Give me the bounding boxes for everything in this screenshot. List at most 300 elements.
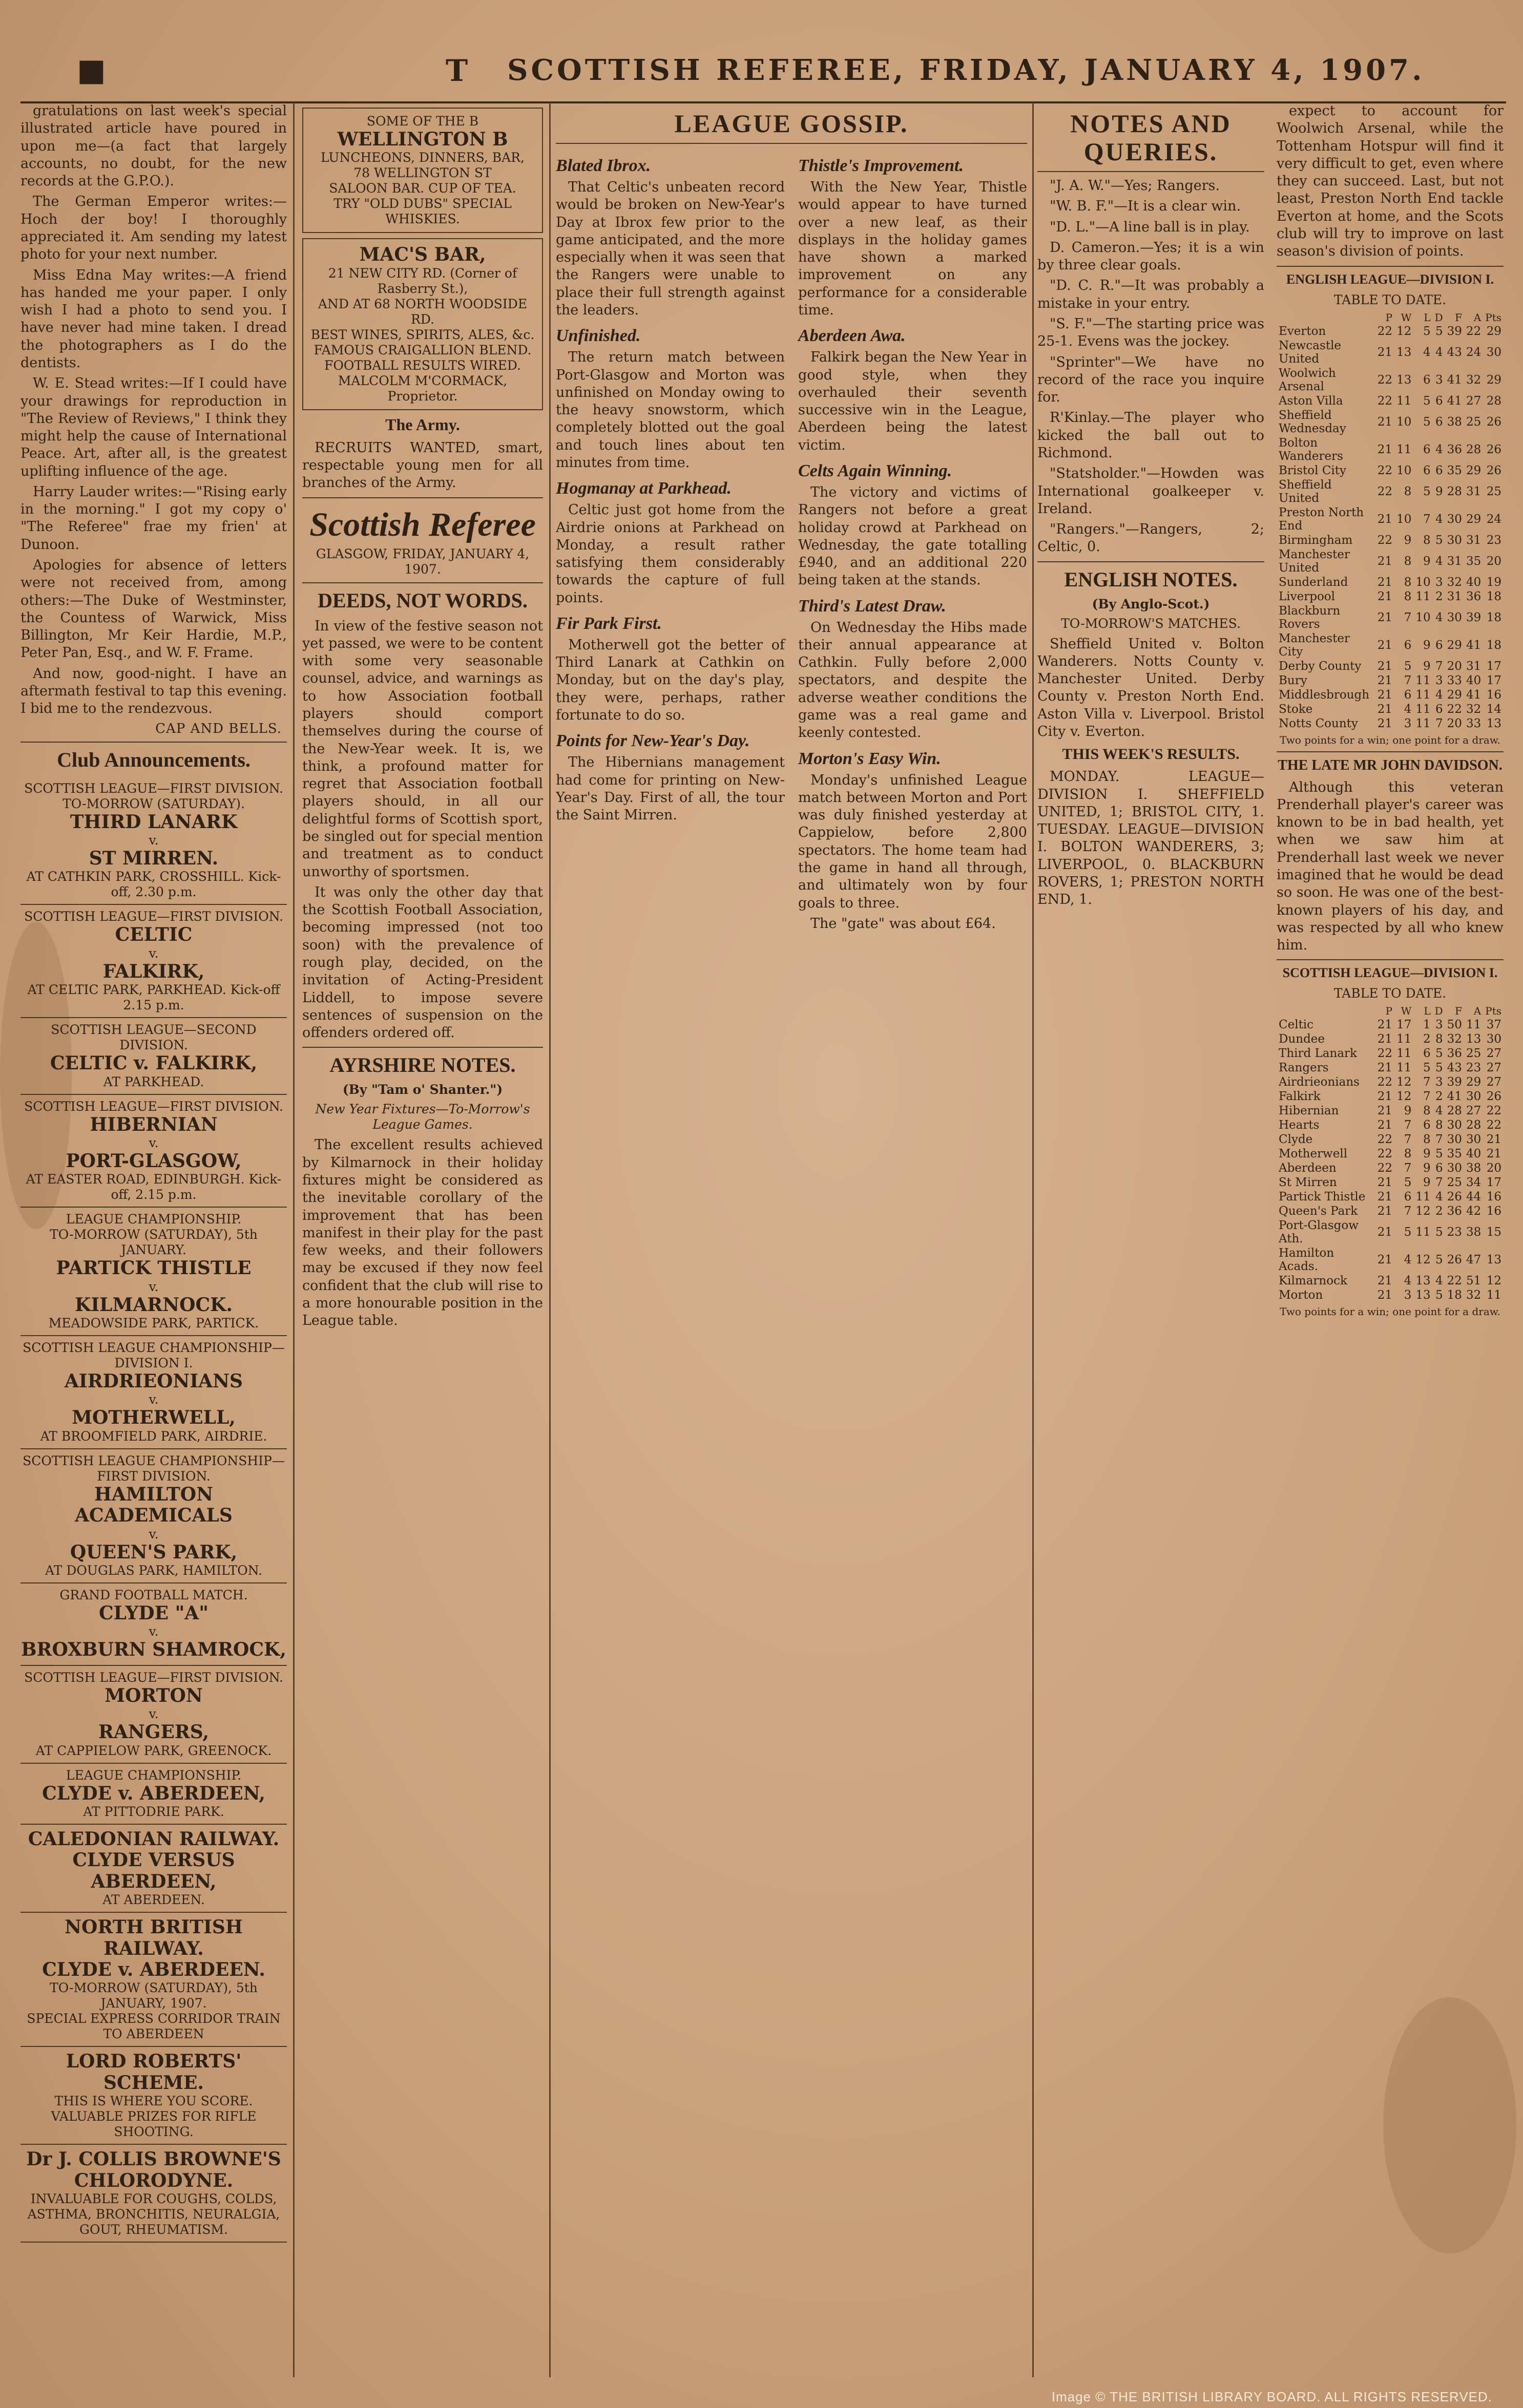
results-paragraph: MONDAY. LEAGUE—DIVISION I. SHEFFIELD UNITED, 1; BRISTOL CITY, 1. TUESDAY. LEAGUE—DIVISION I. BOLTON WANDERERS, 3; LIVERPOOL, 0. BLACKBURN ROVERS, 1; PRESTON NORTH END, 1. [1037, 769, 1264, 908]
table-cell: 1 [1423, 1018, 1431, 1032]
table-cell: 38 [1466, 1226, 1482, 1239]
ann-versus: v. [149, 1526, 159, 1541]
table-cell: 32 [1447, 575, 1462, 589]
table-cell: St Mirren [1279, 1176, 1337, 1190]
table-cell: 22 [1377, 394, 1393, 408]
table-cell: 3 [1435, 673, 1443, 687]
table-cell: 26 [1486, 463, 1501, 477]
table-cell: 22 [1447, 702, 1462, 716]
table-header-cell: A [1473, 1005, 1482, 1018]
table-header-cell: Pts [1485, 311, 1501, 324]
table-cell: 27 [1486, 1047, 1501, 1061]
table-cell: 4 [1435, 512, 1443, 526]
ann-heading: SCOTTISH LEAGUE CHAMPIONSHIP—DIVISION I. [23, 1340, 285, 1371]
ann-team: PORT-GLASGOW, [66, 1150, 242, 1172]
obituary-paragraph: Although this veteran Prenderhall player's career was known to be in bad health, yet when we saw him at Prenderhall last week we never imagined that he would be dead so soon. He was one of the best-known players of his day, and was respected by all who knew him. [1277, 779, 1504, 954]
gossip-paragraph: On Wednesday the Hibs made their annual appearance at Cathkin. Fully before 2,000 spectators, and despite the adverse weather conditions the game was a real game and keenly contested. [798, 619, 1027, 741]
ann-subheading: INVALUABLE FOR COUGHS, COLDS, ASTHMA, BRONCHITIS, NEURALGIA, GOUT, RHEUMATISM. [27, 2191, 280, 2237]
table-row [1277, 716, 1504, 731]
table-cell: 22 [1466, 324, 1482, 338]
table-header-cell: L [1424, 311, 1431, 324]
letter-paragraph: W. E. Stead writes:—If I could have your drawings for reproduction in "The Review of Reviews," I think they might help the cause of International Peace. Art, after all, is the greatest uplifting influence of the age. [20, 375, 287, 479]
table-row [1277, 702, 1504, 716]
table-cell: 12 [1486, 1274, 1501, 1288]
table-cell: 17 [1396, 1018, 1412, 1032]
ann-team: FALKIRK, [102, 960, 205, 982]
announcement-airdrie [20, 1336, 287, 1449]
divider [302, 1047, 543, 1048]
table-cell: 6 [1423, 1047, 1431, 1061]
table-cell: 11 [1396, 1061, 1412, 1075]
table-cell: 4 [1404, 702, 1412, 716]
table-cell: 25 [1486, 484, 1501, 498]
table-cell: 22 [1377, 1075, 1393, 1089]
ann-team: CLYDE v. ABERDEEN, [42, 1782, 265, 1804]
table-cell: 24 [1466, 345, 1482, 359]
ann-versus: v. [149, 1392, 159, 1407]
table-cell: 11 [1415, 1226, 1431, 1239]
table-cell: Stoke [1279, 702, 1313, 716]
table-cell: 11 [1396, 1032, 1412, 1046]
column-2 [302, 102, 543, 2388]
table-cell: 5 [1423, 394, 1431, 408]
table-row [1277, 324, 1504, 339]
announcement-hibernian [20, 1095, 287, 1208]
subheading-blated-ibrox: Blated Ibrox. [556, 156, 651, 175]
table-row [1277, 688, 1504, 702]
table-row [1277, 1061, 1504, 1075]
deeds-paragraph: It was only the other day that the Scottish Football Association, becoming impressed (not too soon) with the prevalence of rough play, decided, on the invitation of Acting-President Liddell, to impose severe sentences of suspension on the offenders ordered off. [302, 884, 543, 1041]
table-cell: Middlesbrough [1279, 688, 1370, 702]
table-cell: 13 [1486, 1253, 1501, 1267]
ann-team: HAMILTON ACADEMICALS [75, 1483, 233, 1527]
dateline: GLASGOW, FRIDAY, JANUARY 4, 1907. [316, 546, 530, 577]
query-answer: "D. C. R."—It was probably a mistake in your entry. [1037, 278, 1264, 311]
league-gossip-body [556, 149, 1027, 936]
table-cell: 6 [1423, 1118, 1431, 1132]
table-cell: 12 [1396, 324, 1412, 338]
table-cell: 11 [1415, 702, 1431, 716]
table-row [1277, 339, 1504, 366]
table-cell: Third Lanark [1279, 1047, 1357, 1061]
ann-heading: SCOTTISH LEAGUE CHAMPIONSHIP—FIRST DIVISION. [23, 1453, 285, 1484]
table-row [1277, 1218, 1504, 1246]
table-cell: 22 [1447, 1274, 1462, 1288]
table-row [1277, 1089, 1504, 1104]
table-cell: 21 [1486, 1133, 1501, 1147]
ann-team: ST MIRREN. [89, 847, 219, 869]
table-cell: 5 [1435, 1047, 1443, 1061]
english-table-note: Two points for a win; one point for a draw. [1280, 733, 1500, 746]
scottish-table-note: Two points for a win; one point for a draw. [1280, 1305, 1500, 1318]
column-4-left [1037, 102, 1264, 1318]
table-cell: 36 [1447, 1205, 1462, 1218]
table-cell: 4 [1435, 1274, 1443, 1288]
club-announcements-title: Club Announcements. [57, 748, 251, 771]
table-row [1277, 604, 1504, 631]
gossip-paragraph: The return match between Port-Glasgow and Morton was unfinished on Monday owing to the heavy snowstorm, which completely blotted out the goal and touch lines about ten minutes from time. [556, 349, 785, 471]
table-cell: 35 [1447, 1147, 1462, 1161]
table-cell: 7 [1435, 659, 1443, 673]
ann-heading: LEAGUE CHAMPIONSHIP. [66, 1767, 242, 1783]
table-cell: Manchester United [1279, 547, 1350, 575]
table-cell: 26 [1486, 415, 1501, 429]
ann-team: BROXBURN SHAMROCK, [21, 1639, 286, 1661]
table-cell: 31 [1466, 533, 1482, 547]
ad-line: 21 NEW CITY RD. (Corner of Rasberry St.), [328, 265, 517, 296]
results-title: THIS WEEK'S RESULTS. [1062, 746, 1240, 763]
table-cell: 8 [1404, 554, 1412, 568]
table-cell: 16 [1486, 1190, 1501, 1204]
table-cell: 22 [1486, 1118, 1501, 1132]
table-row [1277, 673, 1504, 688]
query-answer: D. Cameron.—Yes; it is a win by three clear goals. [1037, 239, 1264, 273]
table-cell: 28 [1466, 1118, 1482, 1132]
table-cell: 32 [1466, 1289, 1482, 1302]
table-cell: 41 [1466, 638, 1482, 652]
ad-line: TRY "OLD DUBS" SPECIAL WHISKIES. [333, 196, 512, 227]
table-cell: 41 [1447, 394, 1462, 408]
english-notes-title: ENGLISH NOTES. [1064, 567, 1238, 591]
table-cell: Notts County [1279, 716, 1358, 730]
table-cell: 37 [1486, 1018, 1501, 1032]
table-cell: 22 [1377, 324, 1393, 338]
table-cell: 31 [1447, 554, 1462, 568]
ann-versus: v. [149, 945, 159, 961]
ad-line: AND AT 68 NORTH WOODSIDE RD. [318, 296, 528, 327]
table-cell: Celtic [1279, 1018, 1314, 1032]
ann-team: AIRDRIEONIANS [64, 1370, 243, 1392]
table-cell: 8 [1423, 1104, 1431, 1118]
ann-team: KILMARNOCK. [75, 1294, 233, 1316]
table-cell: 41 [1466, 688, 1482, 702]
table-cell: 27 [1486, 1061, 1501, 1075]
table-cell: 5 [1423, 324, 1431, 338]
ann-date: TO-MORROW (SATURDAY), 5th JANUARY. [50, 1227, 258, 1258]
table-cell: 31 [1466, 659, 1482, 673]
scottish-table-subtitle: TABLE TO DATE. [1333, 986, 1447, 1001]
table-cell: 21 [1377, 512, 1393, 526]
ann-date: TO-MORROW (SATURDAY), 5th JANUARY, 1907. [50, 1980, 258, 2011]
table-row [1277, 1274, 1504, 1288]
table-row [1277, 1104, 1504, 1118]
table-cell: 10 [1396, 463, 1412, 477]
table-cell: Newcastle United [1279, 339, 1342, 366]
ann-location: AT PITTODRIE PARK. [83, 1804, 224, 1819]
table-cell: 9 [1423, 638, 1431, 652]
table-cell: 29 [1466, 512, 1482, 526]
table-cell: 7 [1435, 716, 1443, 730]
table-cell: 7 [1404, 1133, 1412, 1147]
table-cell: 21 [1377, 1253, 1393, 1267]
ann-date: TO-MORROW (SATURDAY). [62, 796, 245, 811]
table-cell: 11 [1415, 688, 1431, 702]
ann-heading: LORD ROBERTS' SCHEME. [66, 2051, 242, 2094]
table-cell: 41 [1447, 1090, 1462, 1104]
scottish-league-table [1277, 1004, 1504, 1302]
table-cell: 4 [1404, 1274, 1412, 1288]
table-cell: 11 [1396, 1047, 1412, 1061]
table-cell: 11 [1415, 589, 1431, 603]
ann-team: MOTHERWELL, [72, 1407, 236, 1429]
ad-line: 78 WELLINGTON ST [353, 165, 492, 181]
table-cell: 30 [1447, 610, 1462, 624]
gossip-paragraph: The Hibernians management had come for printing on New-Year's Day. First of all, the tour the Saint Mirren. [556, 754, 785, 823]
table-cell: 30 [1447, 1133, 1462, 1147]
table-row [1277, 505, 1504, 533]
table-cell: Birmingham [1279, 533, 1353, 547]
subheading-mortons-win: Morton's Easy Win. [798, 749, 941, 768]
table-cell: 18 [1447, 1289, 1462, 1302]
table-cell: 18 [1486, 610, 1501, 624]
table-cell: 11 [1486, 1289, 1501, 1302]
subheading-fir-park: Fir Park First. [556, 614, 662, 633]
table-cell: 7 [1423, 1075, 1431, 1089]
table-cell: 30 [1447, 512, 1462, 526]
table-cell: 9 [1423, 1161, 1431, 1175]
masthead-mark: ■ [77, 52, 106, 88]
query-answer: "J. A. W."—Yes; Rangers. [1050, 178, 1220, 194]
table-cell: 10 [1396, 415, 1412, 429]
gossip-paragraph: Monday's unfinished League match between Morton and Port was duly finished yesterday at Cappielow, before 2,800 spectators. The home team had the game in hand all through, and ultimately won by four goals to three. [798, 772, 1027, 911]
table-cell: 21 [1377, 575, 1393, 589]
table-cell: Sheffield United [1279, 478, 1332, 505]
ann-subheading: SPECIAL EXPRESS CORRIDOR TRAIN TO ABERDEEN [27, 2011, 281, 2042]
table-cell: 28 [1447, 1104, 1462, 1118]
table-cell: Everton [1279, 324, 1326, 338]
table-cell: 27 [1486, 1075, 1501, 1089]
ad-line: MALCOLM M'CORMACK, Proprietor. [338, 373, 508, 404]
subheading-aberdeen-awa: Aberdeen Awa. [798, 326, 906, 346]
table-cell: 17 [1486, 659, 1501, 673]
divider [302, 497, 543, 498]
table-cell: 7 [1404, 1205, 1412, 1218]
masthead-fragment: T [446, 53, 468, 88]
table-cell: 9 [1423, 1176, 1431, 1190]
ann-heading: SCOTTISH LEAGUE—FIRST DIVISION. [24, 909, 283, 924]
table-cell: 19 [1486, 575, 1501, 589]
table-cell: 30 [1486, 345, 1501, 359]
table-cell: 11 [1466, 1018, 1482, 1032]
table-cell: 4 [1435, 442, 1443, 456]
table-cell: 6 [1435, 394, 1443, 408]
table-cell: 5 [1423, 1061, 1431, 1075]
table-cell: 21 [1377, 610, 1393, 624]
subheading-hogmanay: Hogmanay at Parkhead. [556, 479, 732, 498]
ad-line: LUNCHEONS, DINNERS, BAR, [321, 150, 525, 165]
table-cell: Hearts [1279, 1118, 1320, 1132]
table-cell: 22 [1377, 484, 1393, 498]
table-cell: 5 [1423, 415, 1431, 429]
table-header-cell [1277, 1004, 1375, 1018]
table-cell: 12 [1396, 1090, 1412, 1104]
table-row [1277, 631, 1504, 659]
subheading-unfinished: Unfinished. [556, 326, 641, 346]
letter-paragraph: Miss Edna May writes:—A friend has handed me your paper. I only wish I had a photo to send you. I have never had mine taken. I dread the photographers as I do the dentists. [20, 267, 287, 371]
table-cell: Falkirk [1279, 1090, 1321, 1104]
table-cell: Bristol City [1279, 463, 1347, 477]
table-cell: 6 [1404, 688, 1412, 702]
table-cell: 21 [1377, 638, 1393, 652]
table-cell: 39 [1447, 324, 1462, 338]
english-table-subtitle: TABLE TO DATE. [1333, 292, 1447, 307]
ann-location: AT CELTIC PARK, PARKHEAD. Kick-off 2.15 p.m. [27, 982, 280, 1013]
query-answer: "Rangers."—Rangers, 2; Celtic, 0. [1037, 521, 1264, 555]
table-cell: 6 [1435, 463, 1443, 477]
table-cell: 31 [1466, 484, 1482, 498]
gossip-paragraph: The victory and victims of Rangers not before a great holiday crowd at Parkhead on Wednesday, the gate totalling £940, and an additional 220 being taken at the stands. [798, 484, 1027, 588]
ann-versus: v. [149, 1624, 159, 1639]
table-cell: 23 [1466, 1061, 1482, 1075]
table-cell: 43 [1447, 1061, 1462, 1075]
table-cell: 6 [1423, 442, 1431, 456]
table-cell: 10 [1415, 575, 1431, 589]
table-cell: 16 [1486, 1205, 1501, 1218]
divider [1277, 959, 1504, 960]
table-cell: Queen's Park [1279, 1205, 1358, 1218]
ayrshire-notes-title: AYRSHIRE NOTES. [329, 1053, 516, 1077]
scottish-table-title: SCOTTISH LEAGUE—DIVISION I. [1282, 965, 1498, 981]
ann-team: MORTON [105, 1684, 203, 1706]
table-cell: 30 [1447, 533, 1462, 547]
table-cell: 29 [1486, 373, 1501, 387]
table-header-row [1277, 311, 1504, 324]
table-header-cell: Pts [1485, 1005, 1501, 1018]
table-cell: Bury [1279, 673, 1307, 687]
table-cell: 12 [1415, 1205, 1431, 1218]
table-cell: 2 [1435, 1090, 1443, 1104]
ann-team: QUEEN'S PARK, [70, 1541, 238, 1563]
ann-versus: v. [149, 1135, 159, 1150]
table-cell: 29 [1447, 638, 1462, 652]
ann-heading: Dr J. COLLIS BROWNE'S CHLORODYNE. [26, 2148, 281, 2191]
table-cell: 5 [1435, 1289, 1443, 1302]
table-cell: 4 [1435, 688, 1443, 702]
ann-heading: SCOTTISH LEAGUE—FIRST DIVISION. [24, 780, 283, 796]
table-cell: 18 [1486, 638, 1501, 652]
letter-paragraph: The German Emperor writes:—Hoch der boy! I thoroughly appreciated it. Am sending my latest photo for your next number. [20, 194, 287, 263]
table-cell: 21 [1377, 589, 1393, 603]
table-cell: 21 [1377, 1190, 1393, 1204]
divider [1037, 561, 1264, 562]
masthead-title: SCOTTISH REFEREE, FRIDAY, JANUARY 4, 1907. [507, 53, 1425, 87]
table-cell: 21 [1377, 716, 1393, 730]
advert-lord-roberts [20, 2047, 287, 2145]
table-row [1277, 1246, 1504, 1274]
table-cell: 6 [1404, 638, 1412, 652]
table-cell: 4 [1435, 610, 1443, 624]
english-league-table [1277, 311, 1504, 731]
ayrshire-subheading: New Year Fixtures—To-Morrow's League Games. [315, 1102, 530, 1132]
gossip-paragraph: With the New Year, Thistle would appear to have turned over a new leaf, as their displays in the holiday games have shown a marked improvement on any performance for a considerable time. [798, 179, 1027, 318]
table-cell: Morton [1279, 1289, 1323, 1302]
table-cell: 31 [1447, 589, 1462, 603]
ann-heading: NORTH BRITISH RAILWAY. [65, 1916, 243, 1959]
table-row [1277, 1147, 1504, 1161]
table-row [1277, 1046, 1504, 1061]
table-cell: 36 [1447, 442, 1462, 456]
table-cell: 6 [1435, 1161, 1443, 1175]
gossip-paragraph: Motherwell got the better of Third Lanark at Cathkin on Monday, but on the day's play, they were, perhaps, rather fortunate to do so. [556, 637, 785, 724]
table-cell: 7 [1423, 1090, 1431, 1104]
table-cell: 3 [1435, 575, 1443, 589]
table-cell: 6 [1435, 415, 1443, 429]
table-cell: 21 [1377, 1289, 1393, 1302]
table-cell: 36 [1447, 1047, 1462, 1061]
table-cell: 11 [1396, 394, 1412, 408]
ann-location: AT CAPPIELOW PARK, GREENOCK. [35, 1743, 272, 1758]
gossip-paragraph: That Celtic's unbeaten record would be broken on New-Year's Day at Ibrox few prior to the game anticipated, and the more especially when it was seen that the Rangers were unable to place their full strength against the leaders. [556, 179, 785, 318]
ad-line: FOOTBALL RESULTS WIRED. [324, 357, 521, 373]
table-cell: 4 [1404, 1253, 1412, 1267]
ann-team: CLYDE VERSUS ABERDEEN, [72, 1849, 235, 1892]
table-cell: 14 [1486, 702, 1501, 716]
table-cell: 13 [1486, 716, 1501, 730]
announcement-north-british-railway [20, 1913, 287, 2047]
table-row [1277, 394, 1504, 408]
table-cell: 28 [1447, 484, 1462, 498]
table-row [1277, 659, 1504, 673]
announcement-partick [20, 1208, 287, 1336]
table-cell: 11 [1415, 673, 1431, 687]
table-cell: 22 [1486, 1104, 1501, 1118]
query-answer: "D. L."—A line ball is in play. [1050, 219, 1250, 235]
announcement-clyde-a [20, 1583, 287, 1666]
table-cell: 2 [1423, 1032, 1431, 1046]
table-body [1277, 1018, 1504, 1302]
table-cell: 9 [1423, 554, 1431, 568]
table-cell: 21 [1377, 688, 1393, 702]
table-cell: 16 [1486, 688, 1501, 702]
table-cell: 35 [1466, 554, 1482, 568]
table-cell: 6 [1423, 463, 1431, 477]
table-cell: Aston Villa [1279, 394, 1343, 408]
table-cell: 21 [1377, 1104, 1393, 1118]
table-cell: 6 [1404, 1190, 1412, 1204]
table-cell: 32 [1466, 373, 1482, 387]
table-cell: 40 [1466, 575, 1482, 589]
table-cell: 3 [1435, 1075, 1443, 1089]
league-gossip-left [556, 149, 785, 936]
table-cell: 5 [1435, 533, 1443, 547]
table-cell: 32 [1447, 1032, 1462, 1046]
table-cell: 21 [1377, 702, 1393, 716]
table-cell: 22 [1377, 463, 1393, 477]
table-cell: 21 [1377, 1118, 1393, 1132]
table-cell: 8 [1404, 589, 1412, 603]
table-cell: 27 [1466, 394, 1482, 408]
ann-versus: v. [149, 1706, 159, 1722]
table-header-cell: W [1401, 311, 1412, 324]
table-row [1277, 366, 1504, 394]
column-4-right [1277, 102, 1504, 1318]
table-cell: 30 [1466, 1133, 1482, 1147]
table-cell: 8 [1423, 533, 1431, 547]
deeds-title: DEEDS, NOT WORDS. [318, 588, 528, 612]
table-cell: Blackburn Rovers [1279, 604, 1341, 631]
advert-macs-bar [302, 238, 543, 410]
advert-chlorodyne [20, 2145, 287, 2243]
table-cell: 15 [1486, 1226, 1501, 1239]
table-cell: 7 [1435, 1133, 1443, 1147]
table-cell: Rangers [1279, 1061, 1329, 1075]
table-cell: Preston North End [1279, 505, 1364, 533]
query-answer: "Sprinter"—We have no record of the race you inquire for. [1037, 354, 1264, 406]
table-cell: 21 [1377, 1176, 1393, 1190]
table-cell: 9 [1435, 484, 1443, 498]
table-cell: 13 [1396, 373, 1412, 387]
letter-paragraph: Apologies for absence of letters were not received from, among others:—The Duke of Westminster, the Countess of Warwick, Miss Billington, Mr Keir Hardie, M.P., Peter Pan, Esq., and W. F. Frame. [20, 557, 287, 661]
